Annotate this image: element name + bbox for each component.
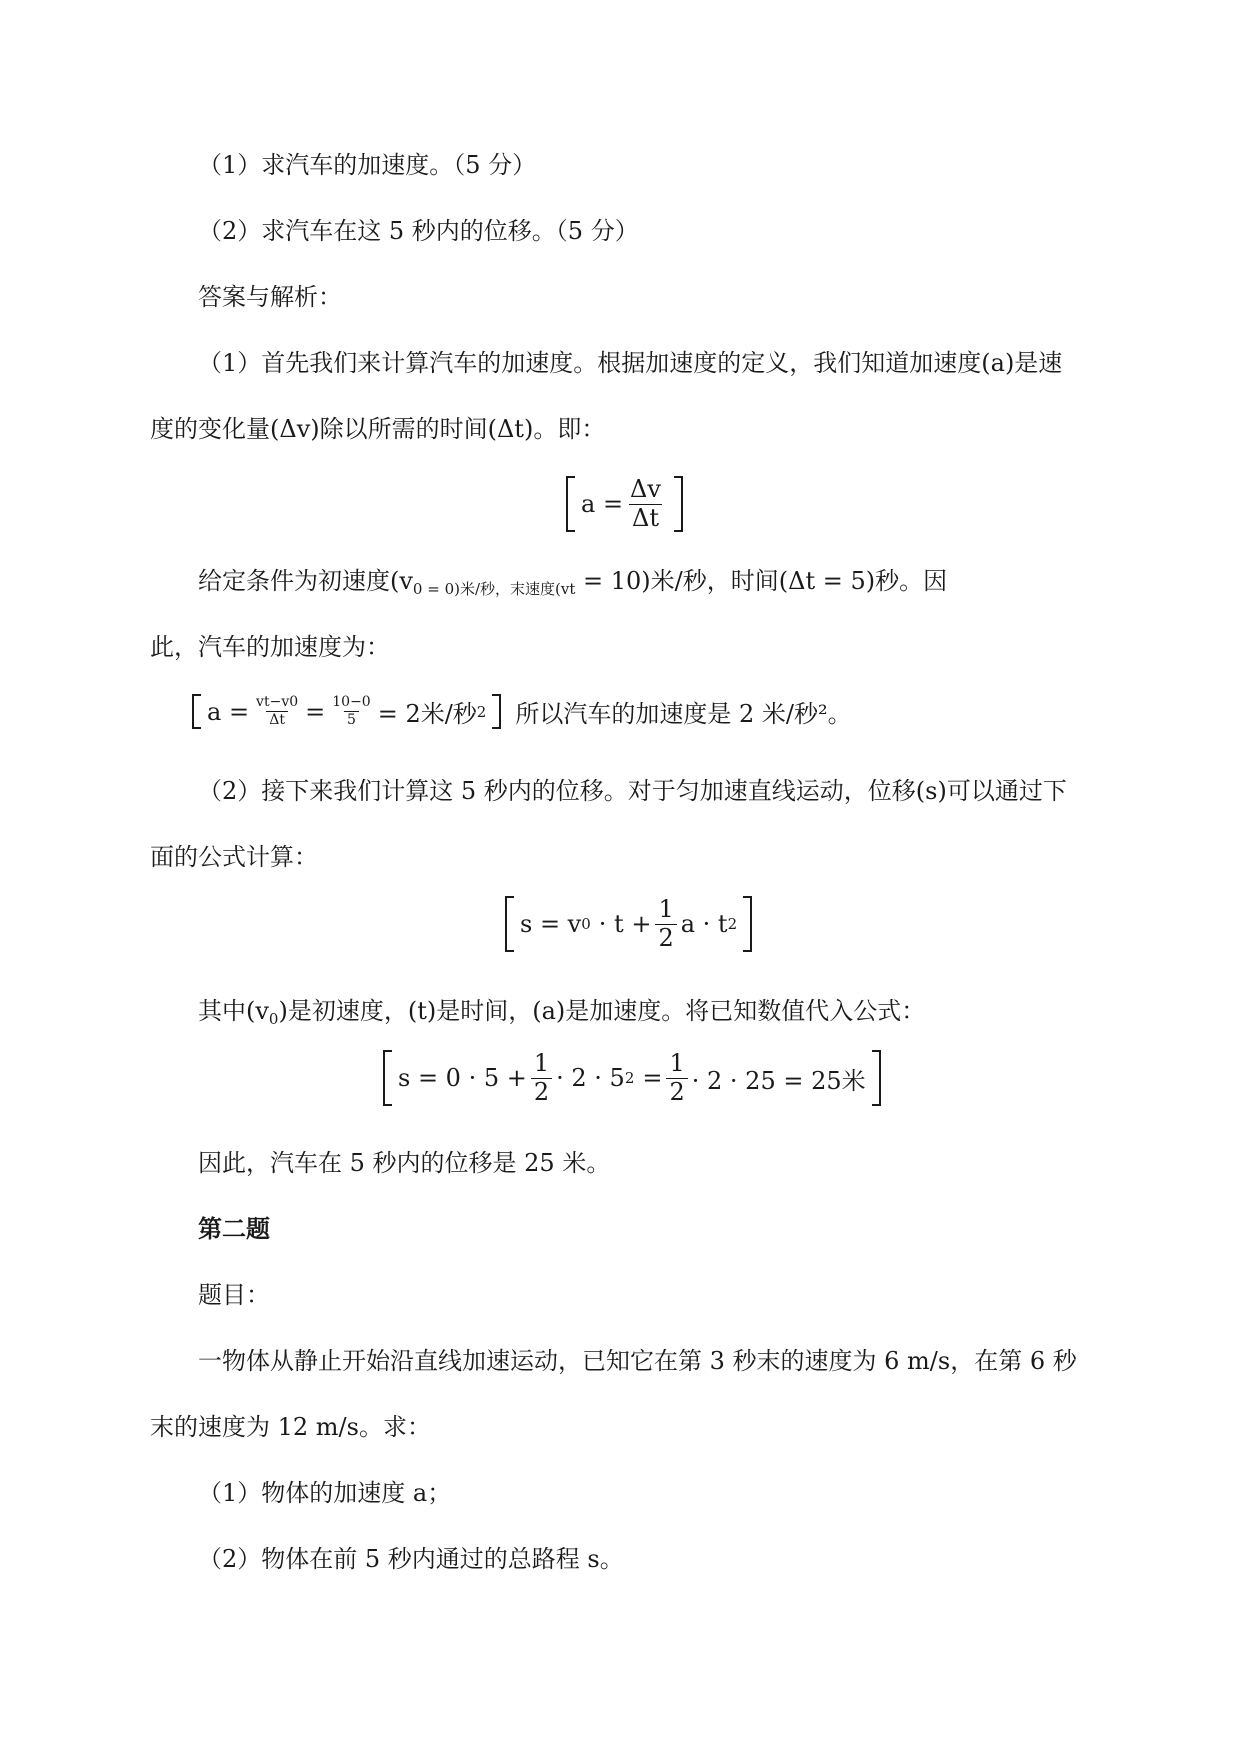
eq1-lhs: a = xyxy=(581,490,624,519)
question-2-text-line-1: 一物体从静止开始沿直线加速运动，已知它在第 3 秒末的速度为 6 m/s，在第 6 秒 xyxy=(198,1347,1077,1375)
bracket-left xyxy=(505,896,514,952)
bracket-right xyxy=(674,476,683,532)
answer-heading: 答案与解析： xyxy=(198,283,342,311)
eq4-f2-denominator: 2 xyxy=(666,1078,687,1107)
vars-text-b: 0 xyxy=(268,1010,279,1028)
question-part-2: （2）求汽车在这 5 秒内的位移。（5 分） xyxy=(198,217,639,245)
eq4-sup: 2 xyxy=(624,1069,635,1088)
eq2-rhs: = 2米/秒 xyxy=(377,700,477,728)
eq4-c: = xyxy=(642,1064,663,1093)
bracket-right xyxy=(872,1050,881,1106)
question-2-part-1: （1）物体的加速度 a； xyxy=(198,1479,452,1507)
eq3-numerator: 1 xyxy=(658,895,674,923)
equation-displacement-formula xyxy=(505,896,752,952)
eq2-f1-denominator: Δt xyxy=(266,711,288,729)
question-2-text-line-2: 末的速度为 12 m/s。求： xyxy=(150,1413,431,1441)
eq2-fraction-2 xyxy=(329,694,373,729)
bracket-left xyxy=(566,476,575,532)
eq3-mid: · t + xyxy=(598,910,652,939)
eq2-equals: = xyxy=(305,697,326,726)
eq1-fraction xyxy=(627,476,664,532)
vars-text-c: )是初速度，(t)是时间，(a)是加速度。将已知数值代入公式： xyxy=(278,997,926,1025)
given-text-b: 0 = 0)米/秒，末速度(v xyxy=(412,580,570,598)
eq4-f1-numerator: 1 xyxy=(533,1049,550,1077)
given-conditions-line-2: 此，汽车的加速度为： xyxy=(150,633,390,661)
solution-part-2-line-1: （2）接下来我们计算这 5 秒内的位移。对于匀加速直线运动，位移(s)可以通过下 xyxy=(198,777,1067,805)
eq4-fraction-1 xyxy=(531,1050,552,1106)
bracket-right xyxy=(492,694,501,729)
eq3-lhs: s = v xyxy=(520,910,582,939)
eq2-f2-numerator: 10−0 xyxy=(332,694,371,711)
solution-part-2-line-2: 面的公式计算： xyxy=(150,843,318,871)
eq3-sup: 2 xyxy=(727,915,738,934)
displacement-conclusion: 因此，汽车在 5 秒内的位移是 25 米。 xyxy=(198,1149,611,1177)
acceleration-conclusion: 所以汽车的加速度是 2 米/秒²。 xyxy=(515,700,852,728)
question-2-part-2: （2）物体在前 5 秒内通过的总路程 s。 xyxy=(198,1545,624,1573)
given-conditions-line-1 xyxy=(198,566,1095,604)
solution-part-1-line-1: （1）首先我们来计算汽车的加速度。根据加速度的定义，我们知道加速度(a)是速 xyxy=(198,349,1063,377)
eq4-a: s = 0 · 5 + xyxy=(398,1064,527,1093)
vars-text-a: 其中(v xyxy=(198,997,269,1025)
bracket-left xyxy=(192,694,201,729)
question-label: 题目： xyxy=(198,1281,270,1309)
eq1-denominator: Δt xyxy=(629,504,662,533)
eq3-fraction xyxy=(655,896,676,952)
section-heading-question-2: 第二题 xyxy=(198,1214,270,1243)
eq4-d: · 2 · 25 = 25米 xyxy=(691,1066,866,1095)
given-text-d: = 10)米/秒，时间(Δt = 5)秒。因 xyxy=(575,567,948,595)
equation-acceleration-computation xyxy=(192,694,852,729)
equation-displacement-substitution xyxy=(383,1050,881,1106)
eq3-denominator: 2 xyxy=(655,924,676,953)
given-text-c: t xyxy=(569,580,576,598)
eq1-numerator: Δv xyxy=(630,475,661,503)
given-text-a: 给定条件为初速度(v xyxy=(198,567,413,595)
eq4-f1-denominator: 2 xyxy=(531,1078,552,1107)
eq2-lhs: a = xyxy=(207,697,250,726)
eq3-tail: a · t xyxy=(680,910,728,939)
eq2-f1-numerator: vt−v0 xyxy=(256,694,299,711)
eq4-fraction-2 xyxy=(666,1050,687,1106)
eq2-rhs-sup: 2 xyxy=(476,702,487,721)
eq3-sub: 0 xyxy=(581,915,591,934)
bracket-right xyxy=(743,896,752,952)
equation-acceleration-definition xyxy=(566,476,683,532)
solution-part-1-line-2: 度的变化量(Δv)除以所需的时间(Δt)。即： xyxy=(150,415,606,443)
eq4-b: · 2 · 5 xyxy=(556,1064,625,1093)
eq2-fraction-1 xyxy=(253,694,301,729)
bracket-left xyxy=(383,1050,392,1106)
variable-definitions xyxy=(198,996,1095,1034)
eq4-f2-numerator: 1 xyxy=(669,1049,685,1077)
eq2-f2-denominator: 5 xyxy=(344,711,359,729)
question-part-1: （1）求汽车的加速度。（5 分） xyxy=(198,151,537,179)
